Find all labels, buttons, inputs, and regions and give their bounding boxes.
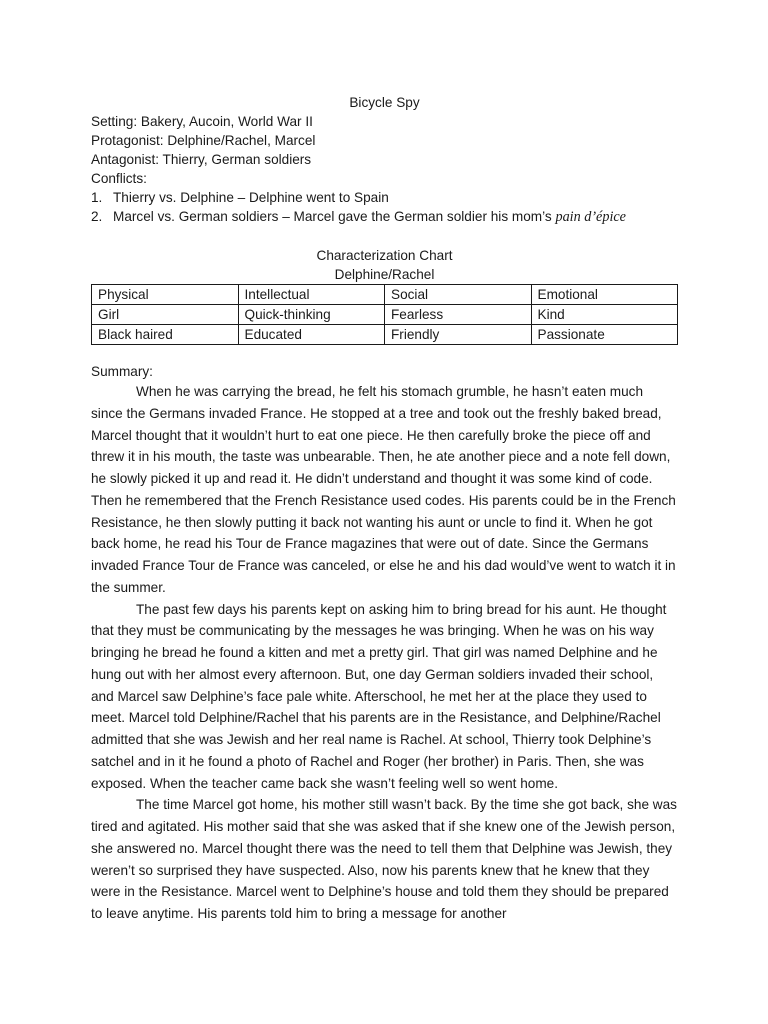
table-cell: Girl xyxy=(92,305,239,325)
antagonist-line: Antagonist: Thierry, German soldiers xyxy=(91,152,312,167)
conflicts-list xyxy=(91,188,678,227)
table-header-cell: Physical xyxy=(92,285,239,305)
conflicts-label: Conflicts: xyxy=(91,171,147,186)
table-cell: Educated xyxy=(238,325,385,345)
summary-paragraph: The past few days his parents kept on asking him to bring bread for his aunt. He thought that they must be communicating by the messages he was bringing. When he was on his way bringing he bread he found a kitten and met a pretty girl. That girl was named Delphine and he hung out with her almost every afternoon. But, one day German soldiers invaded their school, and Marcel saw Delphine’s face pale white. Afterschool, he met her at the place they used to meet. Marcel told Delphine/Rachel that his parents are in the Resistance, and Delphine/Rachel admitted that she was Jewish and her real name is Rachel. At school, Thierry took Delphine’s satchel and in it he found a photo of Rachel and Roger (her brother) in Paris. Then, she was exposed. When the teacher came back she wasn’t feeling well so went home. xyxy=(91,601,667,791)
characterization-table xyxy=(91,284,678,345)
conflict-item xyxy=(91,188,678,207)
table-cell: Fearless xyxy=(385,305,532,325)
list-number: 2. xyxy=(91,209,103,224)
table-row xyxy=(92,325,678,345)
table-row xyxy=(92,285,678,305)
setting-line: Setting: Bakery, Aucoin, World War II xyxy=(91,114,313,129)
table-cell: Black haired xyxy=(92,325,239,345)
table-cell: Passionate xyxy=(531,325,678,345)
table-cell: Kind xyxy=(531,305,678,325)
document-page xyxy=(91,93,678,925)
document-title: Bicycle Spy xyxy=(349,95,420,110)
table-row xyxy=(92,305,678,325)
protagonist-line: Protagonist: Delphine/Rachel, Marcel xyxy=(91,133,316,148)
spacer xyxy=(91,227,678,246)
summary-paragraph: The time Marcel got home, his mother still wasn’t back. By the time she got back, she was tired and agitated. His mother said that she was asked that if she knew one of the Jewish person, she answered no. Marcel thought there was the need to tell them that Delphine was Jewish, they weren’t so surprised they have suspected. Also, now his parents knew that he knew that they were in the Resistance. Marcel went to Delphine’s house and told them they should be prepared to leave anytime. His parents told him to bring a message for another xyxy=(91,797,677,921)
table-header-cell: Emotional xyxy=(531,285,678,305)
table-cell: Friendly xyxy=(385,325,532,345)
table-cell: Quick-thinking xyxy=(238,305,385,325)
summary-body xyxy=(91,381,678,925)
list-number: 1. xyxy=(91,190,103,205)
conflict-item xyxy=(91,207,678,227)
chart-subtitle: Delphine/Rachel xyxy=(334,267,435,282)
summary-paragraph: When he was carrying the bread, he felt his stomach grumble, he hasn’t eaten much since the Germans invaded France. He stopped at a tree and took out the freshly baked bread, Marcel thought that it wouldn’t hurt to eat one piece. He then carefully broke the piece off and threw it in his mouth, the taste was unbearable. Then, he ate another piece and a note fell down, he slowly picked it up and read it. He didn’t understand and thought it was some kind of code. Then he remembered that the French Resistance used codes. His parents could be in the French Resistance, he then slowly putting it back not wanting his aunt or uncle to find it. When he got back home, he read his Tour de France magazines that were out of date. Since the Germans invaded France Tour de France was canceled, or else he and his dad would’ve went to watch it in the summer. xyxy=(91,384,676,595)
conflict-emphasis: pain d’épice xyxy=(555,209,626,225)
conflict-text: Thierry vs. Delphine – Delphine went to Spain xyxy=(113,190,389,205)
table-header-cell: Social xyxy=(385,285,532,305)
chart-title: Characterization Chart xyxy=(316,248,453,263)
conflict-text: Marcel vs. German soldiers – Marcel gave the German soldier his mom’s xyxy=(113,209,556,224)
summary-label: Summary: xyxy=(91,364,153,379)
table-header-cell: Intellectual xyxy=(238,285,385,305)
